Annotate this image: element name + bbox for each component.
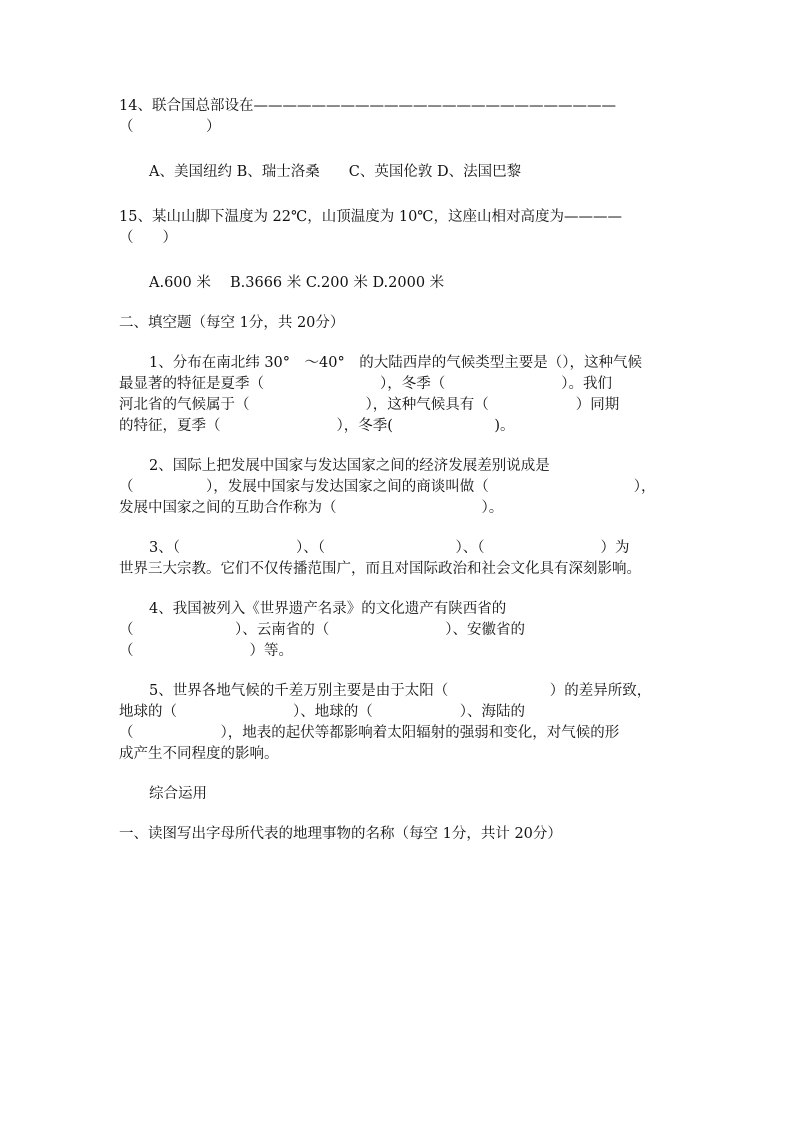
fill-item-5-line: 地球的（ ）、地球的（ ）、海陆的	[119, 704, 525, 720]
fill-item-5	[119, 681, 679, 765]
q14-answer-paren: （ ）	[119, 119, 221, 135]
fill-item-2-line: 2、国际上把发展中国家与发达国家之间的经济发展差别说成是	[149, 458, 550, 474]
fill-item-4-line: （ ）等。	[119, 643, 293, 659]
q14-options: A、美国纽约 B、瑞士洛桑 C、英国伦敦 D、法国巴黎	[149, 164, 522, 180]
q15-options: A.600 米 B.3666 米 C.200 米 D.2000 米	[149, 275, 445, 291]
q14-stem: 14、联合国总部设在—————————————————————————	[119, 98, 616, 114]
fill-item-5-line: 成产生不同程度的影响。	[119, 746, 279, 762]
document-body	[119, 96, 679, 845]
fill-item-4-line: 4、我国被列入《世界遗产名录》的文化遗产有陕西省的	[149, 601, 507, 617]
fill-item-2-line: 发展中国家之间的互助合作称为（ ）。	[119, 500, 504, 516]
fill-item-1-line: 河北省的气候属于（ ），这种气候具有（ ）同期	[119, 397, 620, 413]
fill-item-1-line: 1、分布在南北纬 30° ～40° 的大陆西岸的气候类型主要是（），这种气候	[149, 355, 642, 371]
fill-item-2	[119, 456, 679, 519]
fill-item-1-line: 的特征，夏季（ ），冬季( )。	[119, 418, 515, 434]
fill-item-5-line: 5、世界各地气候的千差万别主要是由于太阳（ ）的差异所致，	[149, 683, 652, 699]
fill-item-1	[119, 353, 679, 437]
q15-answer-paren: （ ）	[119, 230, 177, 246]
fill-item-5-line: （ ），地表的起伏等都影响着太阳辐射的强弱和变化，对气候的形	[119, 725, 620, 741]
fill-item-4	[119, 599, 679, 662]
fill-item-4-line: （ ）、云南省的（ ）、安徽省的	[119, 622, 525, 638]
comprehensive-item-1: 一、读图写出字母所代表的地理事物的名称（每空 1分，共计 20分）	[119, 826, 562, 842]
comprehensive-heading: 综合运用	[149, 786, 207, 802]
fill-item-1-line: 最显著的特征是夏季（ ），冬季（ ）。我们	[119, 376, 612, 392]
fill-item-3-line: 世界三大宗教。它们不仅传播范围广，而且对国际政治和社会文化具有深刻影响。	[119, 561, 641, 577]
section-fill-in-heading: 二、填空题（每空 1分，共 20分）	[119, 315, 345, 331]
q15-stem: 15、某山山脚下温度为 22℃，山顶温度为 10℃，这座山相对高度为————	[119, 209, 623, 225]
fill-item-2-line: （ ），发展中国家与发达国家之间的商谈叫做（ ），	[119, 479, 656, 495]
fill-item-3-line: 3、（ ）、（ ）、（ ）为	[149, 540, 630, 556]
fill-item-3	[119, 538, 679, 580]
